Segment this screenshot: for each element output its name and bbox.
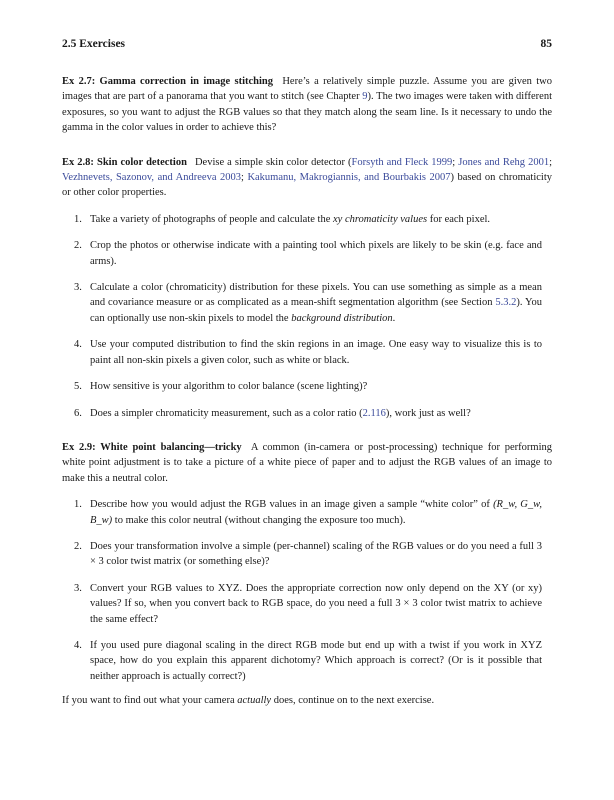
closing-emphasis: actually [237, 695, 272, 707]
item-emphasis: background distribution [291, 312, 393, 324]
list-item [62, 280, 542, 326]
item-number: 1. [74, 499, 82, 511]
item-number: 3. [74, 582, 82, 594]
citation-separator: ; [241, 172, 248, 184]
item-number: 1. [74, 213, 82, 225]
item-text: If you used pure diagonal scaling in the direct RGB mode but end up with a twist if you work in XYZ space, how do you explain this apparent dichotomy? Which approach is correct? (Or is it possible that neither approach is actually correct?) [90, 639, 542, 682]
item-text: to make this color neutral (without changing the exposure too much). [112, 514, 406, 526]
math-expression: (R_w, G_w, B_w) [90, 499, 542, 526]
equation-2-116-link[interactable]: 2.116 [362, 407, 386, 419]
math-expression: 3 × 3 [395, 598, 418, 610]
list-item [62, 497, 542, 528]
citation-separator: ; [549, 156, 552, 168]
list-item [62, 212, 542, 227]
chapter-9-link[interactable]: 9 [362, 91, 368, 103]
item-text: Use your computed distribution to find the skin regions in an image. One easy way to visualize this is to paint all non-skin pixels a given color, such as white or black. [90, 339, 542, 366]
list-item [62, 638, 542, 684]
item-text: Describe how you would adjust the RGB values in an image given a sample “white color” of [90, 499, 494, 511]
item-number: 2. [74, 540, 82, 552]
list-item [62, 581, 542, 627]
citation-jones-rehg[interactable]: Jones and Rehg 2001 [458, 156, 550, 168]
item-text: Convert your RGB values to XYZ. Does the appropriate correction now only depend on the XY (or xy) values? If so, when you convert back to RGB space, do you need a full [90, 582, 542, 610]
list-item [62, 406, 542, 421]
item-text: Take a variety of photographs of people and calculate the [90, 213, 333, 225]
item-text: Does a simpler chromaticity measurement, such as a color ratio ( [90, 407, 363, 419]
item-number: 3. [74, 282, 82, 294]
citation-separator: ; [452, 156, 459, 168]
citation-forsyth-fleck[interactable]: Forsyth and Fleck 1999 [351, 156, 453, 168]
page [62, 37, 552, 709]
item-emphasis: xy chromaticity values [333, 213, 428, 225]
item-number: 4. [74, 639, 82, 651]
exercise-2-9-title: Ex 2.9: White point balancing—tricky [62, 441, 242, 453]
item-number: 6. [74, 407, 82, 419]
list-item [62, 238, 542, 269]
item-number: 4. [74, 339, 82, 351]
page-number: 85 [540, 38, 552, 50]
citation-kakumanu[interactable]: Kakumanu, Makrogiannis, and Bourbakis 2007 [247, 172, 451, 184]
exercise-2-7 [62, 74, 552, 136]
closing-paragraph [62, 693, 552, 708]
running-header [62, 37, 552, 51]
item-text: ). You can optionally use non-skin pixels to model the [90, 297, 543, 324]
exercise-2-9-text: A common (in-camera or post-processing) technique for performing white point adjustment is to take a picture of a white piece of paper and to adjust the RGB values of an image to make this a neutral color. [62, 441, 552, 484]
exercise-2-8-text-a: Devise a simple skin color detector ( [194, 156, 352, 168]
item-text: Does your transformation involve a simple (per-channel) scaling of the RGB values or do you need a full [90, 540, 537, 552]
section-title: 2.5 Exercises [62, 38, 126, 50]
item-text: . [392, 312, 396, 324]
item-text: color twist matrix (or something else)? [103, 556, 270, 568]
exercise-2-8-list [62, 212, 552, 421]
item-text: color twist matrix to achieve the same effect? [90, 598, 543, 625]
section-5-3-2-link[interactable]: 5.3.2 [495, 297, 517, 309]
item-number: 5. [74, 381, 82, 393]
closing-text: If you want to find out what your camera [62, 695, 238, 707]
list-item [62, 539, 542, 570]
closing-text: does, continue on to the next exercise. [271, 695, 435, 707]
exercise-2-7-title: Ex 2.7: Gamma correction in image stitching [62, 76, 273, 87]
exercise-2-7-text-a: Here’s a relatively simple puzzle. Assume you are given two images that are part of a panorama that you want to stitch (see Chapter [62, 76, 552, 103]
item-text: ), work just as well? [385, 407, 471, 419]
exercise-2-9-list [62, 497, 552, 684]
item-number: 2. [74, 240, 82, 252]
citation-vezhnevets[interactable]: Vezhnevets, Sazonov, and Andreeva 2003 [62, 172, 241, 184]
math-expression: 3 × 3 [90, 540, 542, 568]
exercise-2-8-title: Ex 2.8: Skin color detection [62, 156, 187, 168]
exercise-2-8-text-b: ) based on chromaticity or other color properties. [62, 172, 552, 199]
list-item [62, 379, 542, 394]
item-text: for each pixel. [427, 213, 491, 225]
exercise-2-7-text-b: ). The two images were taken with different exposures, so you want to adjust the RGB values so that they match along the seam line. Is it necessary to undo the gamma in the color values in order to achieve this? [62, 91, 552, 134]
exercise-2-9 [62, 440, 552, 486]
item-text: Crop the photos or otherwise indicate with a painting tool which pixels are likely to be skin (e.g. face and arms). [90, 240, 542, 267]
list-item [62, 337, 542, 368]
item-text: How sensitive is your algorithm to color balance (scene lighting)? [90, 381, 368, 393]
item-text: Calculate a color (chromaticity) distribution for these pixels. You can use something as simple as a mean and covariance measure or as complicated as a mean-shift segmentation algorithm (see Section [90, 282, 542, 309]
exercise-2-8 [62, 155, 552, 201]
